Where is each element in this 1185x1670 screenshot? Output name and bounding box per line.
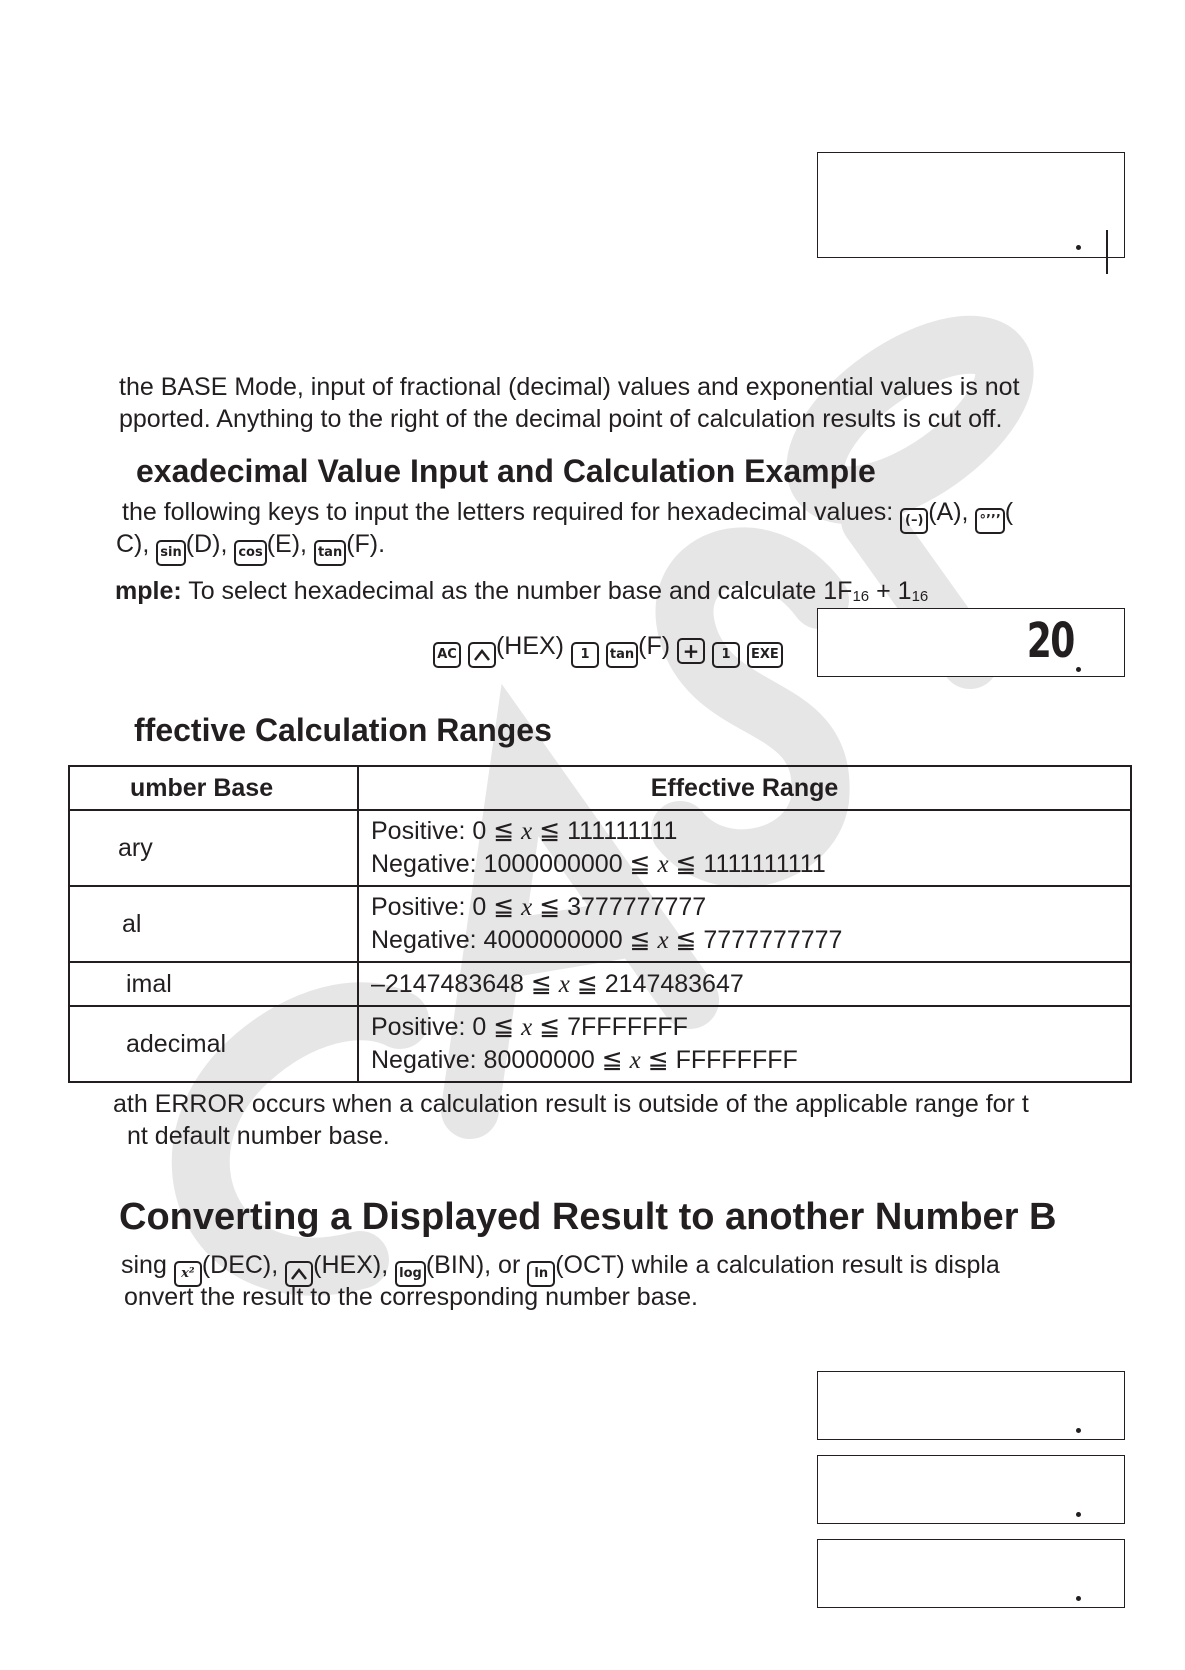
range-text: Negative: 1000000000 ≦ [371,850,658,878]
column-header-range: Effective Range [358,766,1131,810]
lcd-decimal-dot [1076,1428,1081,1433]
row-range [358,1006,1131,1082]
log-key[interactable]: log [395,1261,426,1287]
hex-label: (HEX) [495,632,565,660]
example-line [115,575,928,613]
range-text: ≦ 2147483647 [569,969,744,998]
example-text: To select hexadecimal as the number base and calculate 1F [188,577,853,605]
example-plus: + 1 [869,577,912,605]
hex-intro-text: the following keys to input the letters required for hexadecimal values: [122,498,894,526]
table-row [69,962,1131,1006]
range-text: ≦ 7FFFFFFF [532,1013,688,1041]
caret-icon [290,1267,308,1281]
example-sub-1: 16 [852,588,870,605]
key-letter-c: C), [116,530,150,558]
key-letter-b: ( [1004,498,1014,526]
one-key[interactable]: 1 [571,642,599,668]
range-var: x [521,818,533,845]
lcd-result-value: 20 [1026,613,1074,669]
range-var: x [657,851,669,878]
table-row [69,886,1131,962]
example-sub-2: 16 [911,588,929,605]
bin-label: (BIN), or [425,1251,521,1279]
key-letter-d: (D), [185,530,228,558]
ln-key[interactable]: ln [527,1261,555,1287]
key-letter-f: (F). [346,530,386,558]
oct-label: (OCT) while a calculation result is displa [555,1251,1000,1279]
range-var: x [657,927,669,954]
table-row [69,1006,1131,1082]
row-base: imal [69,962,358,1006]
exe-key[interactable]: EXE [747,642,783,668]
row-range [358,810,1131,886]
convert-line-2: onvert the result to the corresponding number base. [124,1283,698,1311]
range-line [371,968,1129,1001]
range-var: x [521,1014,533,1041]
example-label: mple: [115,577,182,605]
range-text: ≦ 3777777777 [532,893,707,921]
table-header-row [69,766,1131,810]
hex-caret-key[interactable] [468,642,496,668]
column-header-base: umber Base [69,766,358,810]
lcd-display-oct [817,1539,1125,1608]
hex-section-heading: exadecimal Value Input and Calculation Example [136,453,876,489]
range-line [371,1044,1129,1077]
convert-section-heading: Converting a Displayed Result to another Number B [119,1196,1057,1238]
x-squared-key[interactable]: x² [174,1261,202,1287]
hex-intro-line-2 [116,528,385,566]
caret-icon [473,648,491,662]
lcd-decimal-dot [1076,1596,1081,1601]
row-base: ary [69,810,358,886]
range-text: ≦ 7777777777 [668,926,843,954]
ranges-note-line-1: ath ERROR occurs when a calculation result is outside of the applicable range for t [113,1090,1029,1118]
range-line [371,924,1129,957]
range-text: ≦ 111111111 [532,817,678,845]
range-text: ≦ FFFFFFFF [640,1046,798,1074]
range-text: Negative: 4000000000 ≦ [371,926,658,954]
range-text: Positive: 0 ≦ [371,1013,522,1041]
convert-lead: sing [121,1251,167,1279]
dec-label: (DEC), [201,1251,279,1279]
row-range [358,962,1131,1006]
plus-key[interactable]: + [677,638,705,664]
range-text: –2147483648 ≦ [371,969,559,998]
key-sequence [433,630,783,668]
lcd-decimal-dot [1076,245,1081,250]
effective-ranges-table [68,765,1132,1083]
range-text: Negative: 80000000 ≦ [371,1046,630,1074]
range-line [371,848,1129,881]
range-var: x [521,894,533,921]
lcd-display-result [817,608,1125,677]
cursor-bar [1106,230,1108,274]
f-label: (F) [638,632,671,660]
table-row [69,810,1131,886]
key-letter-e: (E), [266,530,307,558]
note-line-2: pported. Anything to the right of the decimal point of calculation results is cut off. [119,405,1003,433]
range-line [371,891,1129,924]
row-range [358,886,1131,962]
lcd-display-bin [817,1455,1125,1524]
lcd-display-dec [817,1371,1125,1440]
ac-key[interactable]: AC [433,642,461,668]
lcd-decimal-dot [1076,667,1081,672]
one-key-2[interactable]: 1 [712,642,740,668]
range-line [371,1011,1129,1044]
tan-key[interactable]: tan [314,540,346,566]
range-text: ≦ 1111111111 [668,850,826,878]
row-base: al [69,886,358,962]
sin-key[interactable]: sin [156,540,185,566]
ranges-note-line-2: nt default number base. [127,1122,390,1150]
ranges-section-heading: ffective Calculation Ranges [134,712,552,748]
cos-key[interactable]: cos [234,540,266,566]
tan-key-seq[interactable]: tan [606,642,638,668]
range-var: x [629,1047,641,1074]
lcd-decimal-dot [1076,1512,1081,1517]
key-letter-a: (A), [928,498,969,526]
range-line [371,815,1129,848]
range-text: Positive: 0 ≦ [371,893,522,921]
negative-key[interactable]: (–) [900,508,928,534]
hex-label-convert: (HEX), [313,1251,389,1279]
lcd-display-top [817,152,1125,258]
range-text: Positive: 0 ≦ [371,817,522,845]
note-line-1: the BASE Mode, input of fractional (decimal) values and exponential values is not [119,373,1020,401]
range-var: x [558,970,570,998]
degree-key[interactable]: °’’’ [975,508,1004,534]
row-base: adecimal [69,1006,358,1082]
